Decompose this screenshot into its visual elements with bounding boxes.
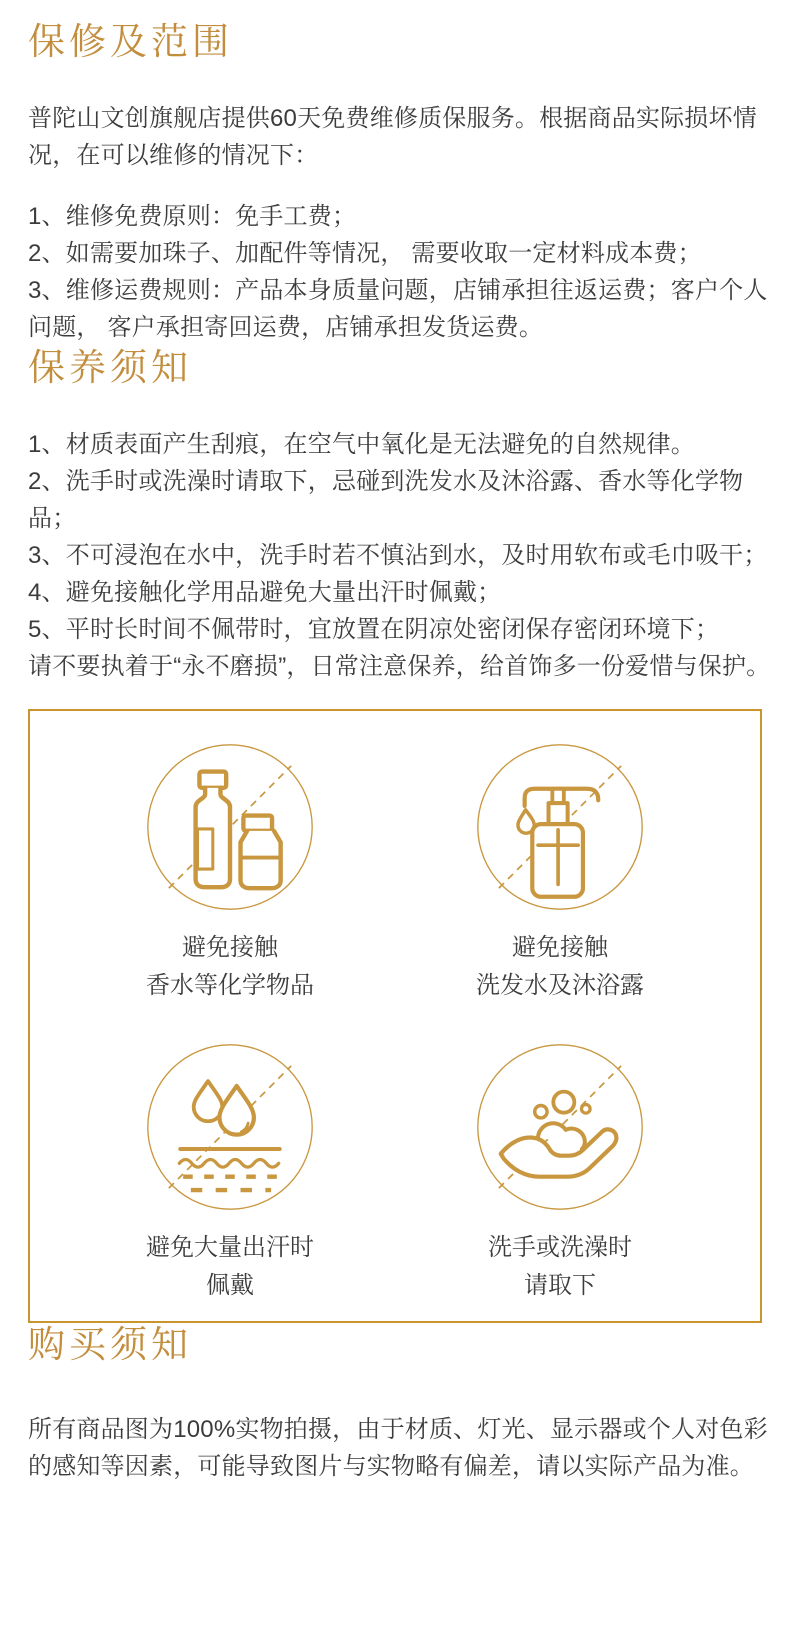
care-tile-label	[476, 929, 644, 1005]
sweat-drops-icon	[144, 1041, 316, 1213]
care-tile-label-line2: 佩戴	[206, 1272, 254, 1299]
care-tile-label-line1: 洗手或洗澡时	[488, 1234, 632, 1261]
care-rule-item: 2、洗手时或洗澡时请取下，忌碰到洗发水及沐浴露、香水等化学物品；	[28, 468, 744, 532]
care-tile-label-line2: 香水等化学物品	[146, 972, 314, 999]
care-icons-box	[28, 709, 762, 1323]
care-section-title: 保养须知	[28, 346, 192, 389]
care-tile-remove-when-washing	[395, 1041, 725, 1305]
care-tile-label	[146, 929, 314, 1005]
care-rule-item: 4、避免接触化学用品避免大量出汗时佩戴；	[28, 579, 502, 606]
perfume-bottles-icon	[144, 741, 316, 913]
warranty-section	[0, 20, 790, 346]
care-tile-label-line1: 避免大量出汗时	[146, 1234, 314, 1261]
purchase-section	[0, 1323, 790, 1485]
hand-washing-icon	[474, 1041, 646, 1213]
care-tile-label-line1: 避免接触	[512, 934, 608, 961]
care-tile-avoid-perfume	[65, 741, 395, 1005]
care-tile-avoid-shampoo	[395, 741, 725, 1005]
pump-bottle-icon	[474, 741, 646, 913]
warranty-rule-item: 1、维修免费原则：免手工费；	[28, 203, 357, 230]
warranty-intro-text: 普陀山文创旗舰店提供60天免费维修质保服务。根据商品实际损坏情况，在可以维修的情况下：	[28, 105, 757, 169]
care-tile-label	[146, 1229, 314, 1305]
care-tile-label-line2: 洗发水及沐浴露	[476, 972, 644, 999]
care-rule-item: 5、平时长时间不佩带时，宜放置在阴凉处密闭保存密闭环境下；	[28, 616, 720, 643]
care-note-text: 请不要执着于“永不磨损”，日常注意保养，给首饰多一份爱惜与保护。	[28, 653, 771, 680]
care-tile-avoid-sweat	[65, 1041, 395, 1305]
care-rules-list	[28, 426, 776, 648]
care-tile-label	[488, 1229, 632, 1305]
care-tile-label-line2: 请取下	[524, 1272, 596, 1299]
care-tile-label-line1: 避免接触	[182, 934, 278, 961]
warranty-rule-item: 3、维修运费规则：产品本身质量问题，店铺承担往返运费；客户个人问题， 客户承担寄回运费，店铺承担发货运费。	[28, 277, 768, 341]
care-icons-grid	[65, 741, 725, 1305]
purchase-note-text: 所有商品图为100%实物拍摄，由于材质、灯光、显示器或个人对色彩的感知等因素，可能导致图片与实物略有偏差，请以实际产品为准。	[28, 1416, 768, 1480]
warranty-rules-list	[28, 198, 776, 346]
care-section	[0, 346, 790, 685]
purchase-section-title: 购买须知	[28, 1323, 192, 1366]
warranty-rule-item: 2、如需要加珠子、加配件等情况， 需要收取一定材料成本费；	[28, 240, 702, 267]
care-rule-item: 3、不可浸泡在水中，洗手时若不慎沾到水，及时用软布或毛巾吸干；	[28, 542, 768, 569]
warranty-section-title: 保修及范围	[28, 20, 233, 63]
care-rule-item: 1、材质表面产生刮痕，在空气中氧化是无法避免的自然规律。	[28, 431, 695, 458]
